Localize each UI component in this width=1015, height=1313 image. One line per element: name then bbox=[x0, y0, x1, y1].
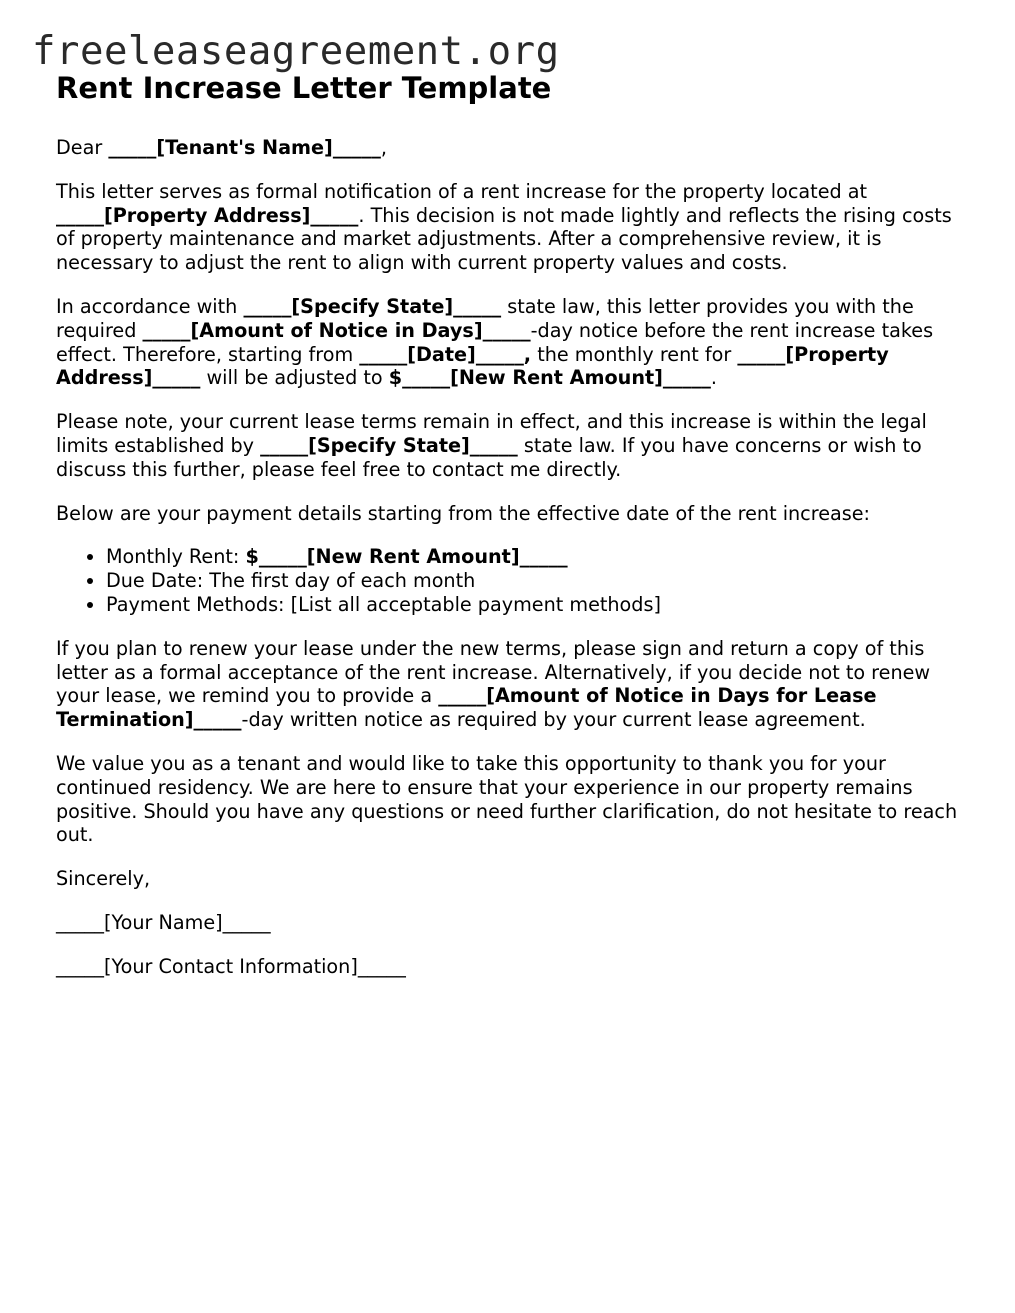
para2-text-2: state law, this letter provides you with the required bbox=[56, 294, 914, 342]
closing-line: Sincerely, bbox=[56, 867, 151, 891]
page-title: Rent Increase Letter Template bbox=[56, 71, 552, 105]
property-address-placeholder: _____[Property Address]_____ bbox=[56, 203, 359, 227]
para1-text-1: This letter serves as formal notification of a rent increase for the property located at bbox=[56, 179, 868, 203]
termination-notice-placeholder: _____[Amount of Notice in Days for Lease Termination]_____ bbox=[56, 684, 877, 732]
para2-text-4: the monthly rent for bbox=[537, 342, 732, 366]
para2-text-5: will be adjusted to bbox=[206, 366, 383, 390]
greeting-comma: , bbox=[380, 136, 387, 159]
para2-text-6: . bbox=[710, 366, 717, 390]
monthly-rent-value: $_____[New Rent Amount]_____ bbox=[245, 545, 568, 569]
your-name-placeholder: _____[Your Name]_____ bbox=[56, 910, 271, 934]
list-item-monthly-rent bbox=[106, 545, 966, 569]
para5-text-2: -day written notice as required by your current lease agreement. bbox=[241, 708, 866, 732]
para2-text-1: In accordance with bbox=[56, 294, 238, 318]
tenant-name-placeholder: _____[Tenant's Name]_____ bbox=[108, 136, 381, 159]
date-placeholder: _____[Date]_____, bbox=[359, 342, 532, 366]
state-placeholder-2: _____[Specify State]_____ bbox=[260, 433, 518, 457]
new-rent-placeholder: $_____[New Rent Amount]_____ bbox=[388, 366, 711, 390]
para2-text-3: -day notice before the rent increase takes effect. Therefore, starting from bbox=[56, 318, 934, 366]
payment-intro-paragraph: Below are your payment details starting from the effective date of the rent increase: bbox=[56, 501, 871, 525]
para3-text-2: state law. If you have concerns or wish to discuss this further, please feel free to contact me directly. bbox=[56, 433, 922, 481]
renewal-paragraph bbox=[56, 637, 966, 732]
thank-you-paragraph: We value you as a tenant and would like to take this opportunity to thank you for your continued residency. We are here to ensure that your experience in our property remains positive. Should you have any questions or need further clarification, do not hesitate to reach out. bbox=[56, 751, 958, 847]
list-item-payment-methods: • Payment Methods: [List all acceptable payment methods] bbox=[106, 593, 966, 617]
property-address-placeholder-2: _____[Property Address]_____ bbox=[56, 342, 889, 390]
para1-text-2: . This decision is not made lightly and reflects the rising costs of property maintenance and market adjustments. After a comprehensive review, it is necessary to adjust the rent to align with current property values and costs. bbox=[56, 203, 952, 275]
lease-terms-paragraph bbox=[56, 410, 966, 481]
para5-text-1: If you plan to renew your lease under the new terms, please sign and return a copy of this letter as a formal acceptance of the rent increase. Alternatively, if you decide not to renew your lease, we remind you to provide a bbox=[56, 636, 931, 708]
notice-paragraph bbox=[56, 295, 966, 390]
para3-text-1: Please note, your current lease terms remain in effect, and this increase is within the legal limits established by bbox=[56, 410, 927, 457]
payment-details-list bbox=[56, 545, 966, 616]
letter-document bbox=[56, 70, 966, 999]
state-placeholder: _____[Specify State]_____ bbox=[243, 294, 502, 318]
notice-days-placeholder: _____[Amount of Notice in Days]_____ bbox=[142, 318, 531, 342]
list-item-due-date: • Due Date: The first day of each month bbox=[106, 569, 966, 593]
monthly-rent-label: Monthly Rent: bbox=[106, 545, 240, 569]
greeting-dear: Dear bbox=[56, 136, 103, 159]
site-watermark: freeleaseagreement.org bbox=[32, 29, 560, 74]
your-contact-placeholder: _____[Your Contact Information]_____ bbox=[56, 954, 406, 978]
notification-paragraph bbox=[56, 180, 966, 275]
greeting-line bbox=[56, 136, 966, 160]
